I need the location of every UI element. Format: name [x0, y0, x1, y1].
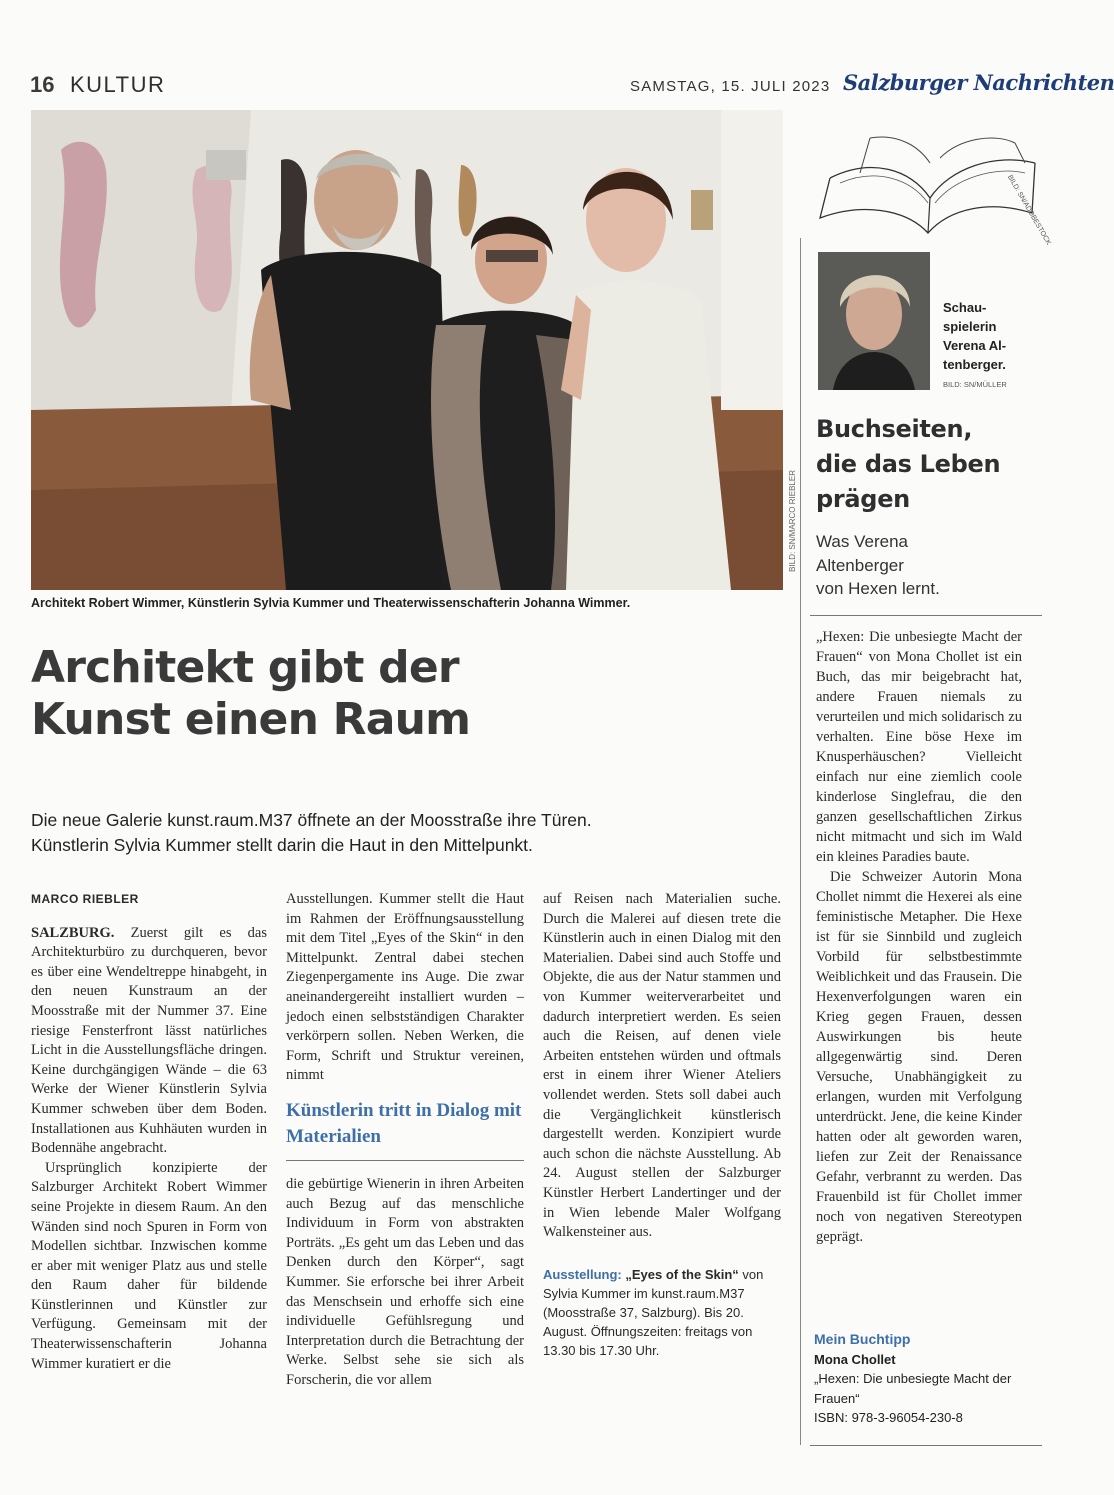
book-tip-label: Mein Buchtipp — [814, 1331, 911, 1347]
book-tip-title: „Hexen: Die unbesiegte Macht der Frauen“ — [814, 1371, 1012, 1406]
article-paragraph: Ursprünglich konzipierte der Salzburger Architekt Robert Wimmer seine Projekte in diesem Raum. An den Wänden sind noch Spuren in Form von Modellen sichtbar. Inzwischen komme er aber mit weniger Platz aus und stelle den Raum daher für bildende Künstlerinnen und Künstler zur Verfügung. Gemeinsam mit der Theaterwissenschafterin Johanna Wimmer kuratiert er die — [31, 1159, 267, 1372]
newspaper-masthead: Salzburger Nachrichten — [843, 70, 1114, 95]
page-header — [30, 68, 1114, 102]
book-tip-isbn: ISBN: 978-3-96054-230-8 — [814, 1410, 963, 1425]
issue-date: SAMSTAG, 15. JULI 2023 — [630, 78, 831, 95]
sidebar-divider — [810, 615, 1042, 616]
page-number: 16 — [30, 72, 55, 97]
book-tip-author: Mona Chollet — [814, 1351, 896, 1367]
sidebar-paragraph: Die Schweizer Autorin Mona Chollet nimmt die Hexerei als eine feministische Metapher. Die Hexe ist für sie Sinnbild und zugleich Vorbild für selbstbestimmte Weiblichkeit und das Frausein. Die Hexenverfolgungen waren ein Krieg gegen Frauen, dessen Auswirkungen bis heute allgegenwärtig sind. Deren Versuche, Unabhängigkeit zu erlangen, wurden mit Verfolgung unterdrückt. Jene, die keine Kinder hatten oder alt geworden waren, liefen zur Zeit der Renaissance Gefahr, verbrannt zu werden. Das Frauenbild ist für Chollet immer noch von negativen Stereotypen geprägt. — [816, 869, 1022, 1245]
dateline: SALZBURG. — [31, 924, 115, 941]
exhibition-info — [543, 1265, 781, 1360]
sidebar-title: Buchseiten, die das Leben prägen — [816, 415, 1001, 513]
sidebar-bottom-divider — [810, 1445, 1042, 1446]
headline-line: Architekt gibt der — [31, 642, 459, 693]
article-author: MARCO RIEBLER — [31, 892, 139, 906]
column-divider — [800, 238, 801, 1445]
subhead-line: Die neue Galerie kunst.raum.M37 öffnete an der Moosstraße ihre Türen. — [31, 810, 592, 830]
sidebar-body — [816, 627, 1022, 1247]
exhibition-details: von Sylvia Kummer im kunst.raum.M37 (Moosstraße 37, Salzburg). Bis 20. August. Öffnungszeiten: freitags von 13.30 bis 17.30 Uhr. — [543, 1266, 764, 1358]
article-interhead: Künstlerin tritt in Dialog mit Materialien — [286, 1098, 524, 1161]
subhead-line: Künstlerin Sylvia Kummer stellt darin die Haut in den Mittelpunkt. — [31, 835, 533, 855]
headline-line: Kunst einen Raum — [31, 694, 471, 745]
section-name: KULTUR — [70, 72, 166, 97]
article-column-2 — [286, 890, 524, 1390]
article-column-1 — [31, 890, 267, 1374]
article-paragraph: SALZBURG. Zuerst gilt es das Architekturbüro zu durchqueren, bevor es über eine Wendeltreppe hinabgeht, in den neuen Kunstraum an der Moosstraße mit der Nummer 37. Eine riesige Fensterfront lässt natürliches Licht in die Ausstellungsfläche dringen. Keine durchgängigen Wände – die 63 Werke der Wiener Künstlerin Sylvia Kummer schweben über dem Boden. Installationen aus Kuhhäuten wurden in Bodennähe angebracht. — [31, 924, 267, 1157]
portrait-photo — [818, 252, 930, 390]
photo-caption: Architekt Robert Wimmer, Künstlerin Sylvia Kummer und Theaterwissenschafterin Johanna Wimmer. — [31, 596, 631, 610]
portrait-caption: Schau- spielerin Verena Al- tenberger. — [943, 300, 1007, 372]
article-headline — [31, 642, 791, 746]
article-paragraph: Ausstellungen. Kummer stellt die Haut im Rahmen der Eröffnungsausstellung mit dem Titel „Eyes of the Skin“ in den Mittelpunkt. Zentral dabei stechen Ziegenpergamente ins Auge. Die zwar aneinandergereiht installiert wurden – jedoch einen selbstständigen Charakter verkörpern sollen. Neben Werken, die Form, Schrift und Struktur vereinen, nimmt — [286, 891, 524, 1084]
article-paragraph: auf Reisen nach Materialien suche. Durch die Malerei auf diesen trete die Künstlerin auch in einen Dialog mit den Materialien. Dabei sind auch Stoffe und Objekte, die aus der Natur stammen und von Kummer weiterverarbeitet und dadurch interpretiert werden. Es seien auch die Reisen, auf denen viele Arbeiten entstehen würden und oftmals erst in einem ihrer Wiener Ateliers vollendet werden. Stets soll dabei auch die Vergänglichkeit künstlerisch dargestellt werden. Konzipiert wurde auch schon die nächste Ausstellung. Ab 24. August stellen der Salzburger Künstler Herbert Landertinger und der in Wien lebende Maler Wolfgang Walkensteiner aus. — [543, 891, 781, 1241]
book-tip — [814, 1330, 1044, 1428]
photo-credit: BILD: SN/MARCO RIEBLER — [788, 470, 797, 572]
article-photo — [31, 110, 783, 590]
sidebar-subtitle: Was Verena Altenberger von Hexen lernt. — [816, 532, 940, 598]
article-column-3 — [543, 890, 781, 1360]
article-subhead — [31, 808, 791, 858]
exhibition-title: „Eyes of the Skin“ — [625, 1266, 739, 1282]
article-paragraph: die gebürtige Wienerin in ihren Arbeiten auch Bezug auf das menschliche Individuum in Form von abstrakten Porträts. „Es geht um das Leben und das Denken durch den Körper“, sagt Kummer. Sie erforsche bei ihrer Arbeit das Menschsein und erhoffe sich eine individuelle Gefühlsregung und Interpretation durch die Betrachtung der Werke. Selbst sehe sie sich als Forscherin, die vor allem — [286, 1175, 524, 1388]
portrait-illustration — [818, 252, 930, 390]
gallery-photo-illustration — [31, 110, 783, 590]
portrait-credit: BILD: SN/MÜLLER — [943, 380, 1007, 389]
sidebar-paragraph: „Hexen: Die unbesiegte Macht der Frauen“ von Mona Chollet ist ein Buch, das mir beigebracht hat, andere Frauen niemals zu verurteilen und mich solidarisch zu verhalten. Eine böse Hexe im Knusperhäuschen? Vielleicht einfach nur eine ziemlich coole kinderlose Singlefrau, die den ganzen gesellschaftlichen Zirkus nicht mitmacht und sich im Wald ein kleines Paradies baute. — [816, 629, 1022, 865]
exhibition-label: Ausstellung: — [543, 1266, 622, 1282]
illustration-credit: BILD: SN/ADOBESTOCK — [1005, 174, 1052, 247]
